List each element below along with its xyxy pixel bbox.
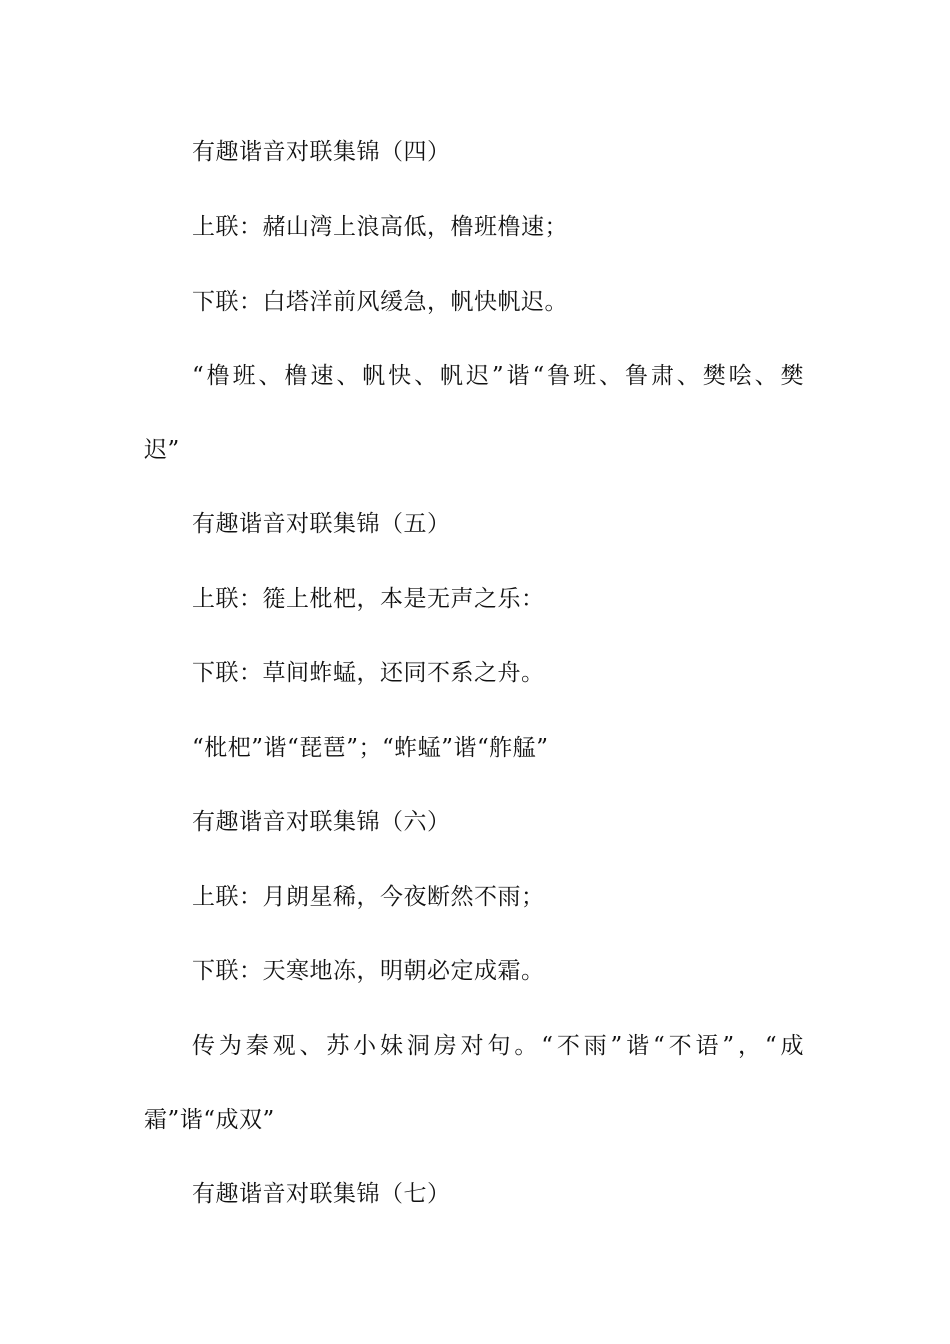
note-paragraph-line: 传为秦观、苏小妹洞房对句。“不雨”谐“不语”，“成 (192, 1033, 804, 1059)
section-heading: 有趣谐音对联集锦（七） (192, 1181, 451, 1207)
note-paragraph-line: “枇杷”谐“琵琶”；“蚱蜢”谐“舴艋” (192, 735, 549, 761)
upper-couplet: 上联：簁上枇杷，本是无声之乐： (192, 586, 545, 612)
lower-couplet: 下联：白塔洋前风缓急，帆快帆迟。 (192, 289, 568, 315)
note-paragraph-continuation: 霜”谐“成双” (144, 1107, 275, 1133)
section-heading: 有趣谐音对联集锦（六） (192, 809, 451, 835)
lower-couplet: 下联：天寒地冻，明朝必定成霜。 (192, 958, 545, 984)
upper-couplet: 上联：月朗星稀，今夜断然不雨； (192, 884, 545, 910)
section-heading: 有趣谐音对联集锦（四） (192, 139, 451, 165)
section-heading: 有趣谐音对联集锦（五） (192, 511, 451, 537)
lower-couplet: 下联：草间蚱蜢，还同不系之舟。 (192, 660, 545, 686)
note-paragraph-line: “橹班、橹速、帆快、帆迟”谐“鲁班、鲁肃、樊哙、樊 (192, 363, 804, 389)
note-paragraph-continuation: 迟” (144, 437, 180, 463)
upper-couplet: 上联：赭山湾上浪高低，橹班橹速； (192, 214, 568, 240)
